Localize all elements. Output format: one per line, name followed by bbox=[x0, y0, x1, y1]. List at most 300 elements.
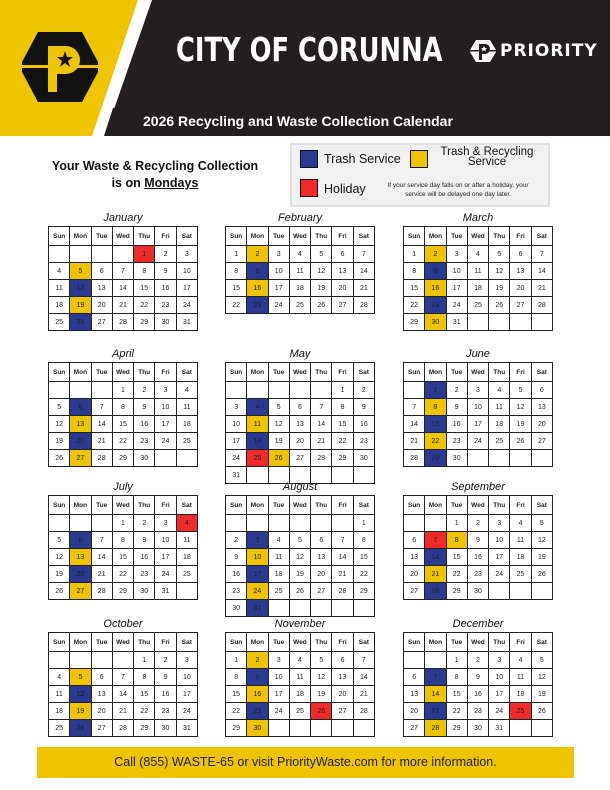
weekday-header: Sat bbox=[531, 496, 552, 515]
day-cell: 6 bbox=[510, 246, 531, 263]
day-cell: 3 bbox=[176, 246, 197, 263]
day-cell: 18 bbox=[489, 416, 510, 433]
empty-cell bbox=[91, 515, 112, 532]
day-cell: 12 bbox=[311, 669, 332, 686]
day-cell: 2 bbox=[467, 515, 488, 532]
day-cell: 9 bbox=[467, 532, 488, 549]
day-cell: 21 bbox=[353, 280, 374, 297]
day-cell: 19 bbox=[531, 686, 552, 703]
day-cell: 17 bbox=[489, 549, 510, 566]
day-cell: 2 bbox=[353, 382, 374, 399]
day-cell: 28 bbox=[353, 703, 374, 720]
day-cell: 16 bbox=[134, 549, 155, 566]
legend-trash-label: Trash Service bbox=[324, 152, 401, 166]
month-name: July bbox=[113, 481, 133, 493]
day-cell: 6 bbox=[404, 532, 425, 549]
day-cell: 16 bbox=[226, 566, 247, 583]
day-cell: 21 bbox=[91, 433, 112, 450]
day-cell: 23 bbox=[155, 703, 176, 720]
day-cell: 14 bbox=[531, 263, 552, 280]
day-cell: 9 bbox=[226, 549, 247, 566]
day-cell: 31 bbox=[446, 314, 467, 331]
recycle-day-cell: 26 bbox=[268, 450, 289, 467]
empty-cell bbox=[404, 382, 425, 399]
day-cell: 29 bbox=[446, 583, 467, 600]
day-cell: 4 bbox=[268, 532, 289, 549]
day-cell: 27 bbox=[404, 583, 425, 600]
month-table bbox=[403, 632, 553, 737]
calendar-subtitle: 2026 Recycling and Waste Collection Calendar bbox=[143, 113, 453, 129]
day-cell: 16 bbox=[446, 416, 467, 433]
weekday-header: Fri bbox=[332, 633, 353, 652]
weekday-header: Sat bbox=[176, 363, 197, 382]
day-cell: 13 bbox=[289, 416, 310, 433]
day-cell: 13 bbox=[531, 399, 552, 416]
day-cell: 9 bbox=[467, 669, 488, 686]
day-cell: 12 bbox=[531, 532, 552, 549]
empty-cell bbox=[404, 652, 425, 669]
day-cell: 5 bbox=[489, 246, 510, 263]
weekday-header: Sat bbox=[176, 633, 197, 652]
day-cell: 11 bbox=[510, 669, 531, 686]
weekday-header: Sat bbox=[353, 227, 374, 246]
holiday-day-cell: 1 bbox=[134, 246, 155, 263]
empty-cell bbox=[531, 314, 552, 331]
day-cell: 26 bbox=[49, 450, 70, 467]
page-title: CITY OF CORUNNA bbox=[176, 30, 443, 69]
day-cell: 19 bbox=[489, 280, 510, 297]
day-cell: 20 bbox=[289, 433, 310, 450]
month-may bbox=[225, 347, 375, 484]
day-cell: 15 bbox=[404, 280, 425, 297]
trash-day-cell: 26 bbox=[70, 720, 91, 737]
trash-day-cell: 21 bbox=[425, 703, 446, 720]
recycle-day-cell: 13 bbox=[70, 416, 91, 433]
weekday-header: Sun bbox=[49, 227, 70, 246]
weekday-header: Mon bbox=[247, 496, 268, 515]
recycle-day-cell: 14 bbox=[425, 686, 446, 703]
day-cell: 28 bbox=[531, 297, 552, 314]
month-june bbox=[403, 347, 553, 467]
weekday-header: Fri bbox=[332, 496, 353, 515]
empty-cell bbox=[247, 382, 268, 399]
brand-name: PRIORITY bbox=[500, 41, 598, 61]
recycle-day-cell: 21 bbox=[425, 566, 446, 583]
day-cell: 17 bbox=[268, 686, 289, 703]
day-cell: 15 bbox=[332, 416, 353, 433]
month-table bbox=[225, 226, 375, 314]
day-cell: 24 bbox=[268, 297, 289, 314]
weekday-header: Mon bbox=[425, 363, 446, 382]
month-name: December bbox=[452, 618, 504, 630]
month-name: March bbox=[462, 212, 494, 224]
weekday-header: Tue bbox=[91, 633, 112, 652]
empty-cell bbox=[49, 652, 70, 669]
day-cell: 6 bbox=[91, 263, 112, 280]
day-cell: 25 bbox=[176, 566, 197, 583]
service-day: Mondays bbox=[144, 176, 199, 190]
day-cell: 10 bbox=[268, 669, 289, 686]
day-cell: 28 bbox=[91, 450, 112, 467]
day-cell: 13 bbox=[332, 263, 353, 280]
day-cell: 3 bbox=[155, 382, 176, 399]
day-cell: 8 bbox=[332, 399, 353, 416]
weekday-header: Thu bbox=[489, 496, 510, 515]
trash-day-cell: 18 bbox=[247, 433, 268, 450]
day-cell: 22 bbox=[226, 297, 247, 314]
weekday-header: Tue bbox=[446, 363, 467, 382]
day-cell: 21 bbox=[531, 280, 552, 297]
day-cell: 28 bbox=[311, 450, 332, 467]
day-cell: 12 bbox=[311, 263, 332, 280]
day-cell: 21 bbox=[91, 566, 112, 583]
day-cell: 28 bbox=[404, 450, 425, 467]
trash-day-cell: 9 bbox=[247, 669, 268, 686]
day-cell: 15 bbox=[134, 280, 155, 297]
day-cell: 14 bbox=[91, 549, 112, 566]
day-cell: 28 bbox=[112, 720, 133, 737]
legend-box bbox=[290, 143, 550, 207]
holiday-day-cell: 25 bbox=[247, 450, 268, 467]
trash-day-cell: 7 bbox=[425, 669, 446, 686]
weekday-header: Thu bbox=[311, 633, 332, 652]
day-cell: 25 bbox=[289, 297, 310, 314]
day-cell: 1 bbox=[226, 246, 247, 263]
empty-cell bbox=[49, 515, 70, 532]
day-cell: 27 bbox=[332, 703, 353, 720]
day-cell: 7 bbox=[91, 399, 112, 416]
day-cell: 15 bbox=[446, 549, 467, 566]
header-banner bbox=[0, 0, 610, 136]
day-cell: 9 bbox=[446, 399, 467, 416]
day-cell: 15 bbox=[226, 686, 247, 703]
day-cell: 28 bbox=[91, 583, 112, 600]
day-cell: 16 bbox=[467, 686, 488, 703]
day-cell: 1 bbox=[353, 515, 374, 532]
day-cell: 7 bbox=[332, 532, 353, 549]
recycle-day-cell: 5 bbox=[70, 669, 91, 686]
day-cell: 16 bbox=[155, 686, 176, 703]
empty-cell bbox=[176, 583, 197, 600]
day-cell: 8 bbox=[112, 399, 133, 416]
recycle-day-cell: 30 bbox=[425, 314, 446, 331]
day-cell: 10 bbox=[489, 669, 510, 686]
day-cell: 4 bbox=[289, 652, 310, 669]
month-table bbox=[48, 632, 198, 737]
trash-swatch-icon bbox=[300, 150, 318, 168]
day-cell: 12 bbox=[268, 416, 289, 433]
trash-day-cell: 28 bbox=[425, 583, 446, 600]
month-name: November bbox=[274, 618, 326, 630]
day-cell: 15 bbox=[134, 686, 155, 703]
weekday-header: Fri bbox=[155, 633, 176, 652]
day-cell: 11 bbox=[49, 686, 70, 703]
day-cell: 11 bbox=[289, 669, 310, 686]
holiday-day-cell: 26 bbox=[311, 703, 332, 720]
day-cell: 22 bbox=[446, 703, 467, 720]
month-october bbox=[48, 617, 198, 737]
day-cell: 4 bbox=[489, 382, 510, 399]
day-cell: 30 bbox=[353, 450, 374, 467]
day-cell: 23 bbox=[134, 433, 155, 450]
day-cell: 5 bbox=[49, 532, 70, 549]
day-cell: 26 bbox=[489, 297, 510, 314]
recycle-day-cell: 8 bbox=[425, 399, 446, 416]
trash-day-cell: 31 bbox=[247, 600, 268, 617]
day-cell: 10 bbox=[176, 669, 197, 686]
day-cell: 1 bbox=[332, 382, 353, 399]
weekday-header: Wed bbox=[112, 496, 133, 515]
month-name: August bbox=[282, 481, 318, 493]
weekday-header: Thu bbox=[311, 227, 332, 246]
day-cell: 17 bbox=[268, 280, 289, 297]
day-cell: 25 bbox=[489, 433, 510, 450]
day-cell: 28 bbox=[353, 297, 374, 314]
weekday-header: Thu bbox=[489, 633, 510, 652]
day-cell: 30 bbox=[155, 314, 176, 331]
weekday-header: Mon bbox=[70, 363, 91, 382]
empty-cell bbox=[49, 382, 70, 399]
day-cell: 6 bbox=[289, 399, 310, 416]
empty-cell bbox=[289, 600, 310, 617]
month-table bbox=[48, 362, 198, 467]
empty-cell bbox=[49, 246, 70, 263]
recycle-day-cell: 22 bbox=[425, 433, 446, 450]
trash-day-cell: 4 bbox=[247, 399, 268, 416]
day-cell: 3 bbox=[226, 399, 247, 416]
weekday-header: Thu bbox=[311, 363, 332, 382]
day-cell: 29 bbox=[226, 720, 247, 737]
weekday-header: Sat bbox=[531, 633, 552, 652]
day-cell: 22 bbox=[353, 566, 374, 583]
empty-cell bbox=[289, 720, 310, 737]
day-cell: 18 bbox=[49, 297, 70, 314]
day-cell: 23 bbox=[134, 566, 155, 583]
empty-cell bbox=[510, 720, 531, 737]
day-cell: 12 bbox=[49, 416, 70, 433]
trash-day-cell: 6 bbox=[70, 399, 91, 416]
day-cell: 8 bbox=[112, 532, 133, 549]
empty-cell bbox=[425, 515, 446, 532]
day-cell: 24 bbox=[226, 450, 247, 467]
day-cell: 16 bbox=[134, 416, 155, 433]
month-table bbox=[403, 495, 553, 600]
day-cell: 7 bbox=[353, 246, 374, 263]
day-cell: 27 bbox=[510, 297, 531, 314]
day-cell: 7 bbox=[112, 263, 133, 280]
weekday-header: Sun bbox=[49, 363, 70, 382]
day-cell: 18 bbox=[289, 280, 310, 297]
trash-day-cell: 23 bbox=[247, 297, 268, 314]
month-december bbox=[403, 617, 553, 737]
weekday-header: Thu bbox=[489, 227, 510, 246]
recycle-day-cell: 16 bbox=[247, 280, 268, 297]
day-cell: 11 bbox=[176, 399, 197, 416]
day-cell: 18 bbox=[510, 686, 531, 703]
day-cell: 2 bbox=[226, 532, 247, 549]
day-cell: 18 bbox=[176, 549, 197, 566]
day-cell: 2 bbox=[134, 382, 155, 399]
day-cell: 21 bbox=[353, 686, 374, 703]
day-cell: 5 bbox=[49, 399, 70, 416]
day-cell: 31 bbox=[489, 720, 510, 737]
month-table bbox=[403, 362, 553, 467]
weekday-header: Fri bbox=[155, 496, 176, 515]
day-cell: 14 bbox=[112, 686, 133, 703]
empty-cell bbox=[311, 720, 332, 737]
day-cell: 11 bbox=[49, 280, 70, 297]
empty-cell bbox=[531, 450, 552, 467]
month-august bbox=[225, 480, 375, 617]
recycle-day-cell: 19 bbox=[70, 297, 91, 314]
day-cell: 30 bbox=[467, 720, 488, 737]
empty-cell bbox=[404, 515, 425, 532]
day-cell: 30 bbox=[446, 450, 467, 467]
recycle-day-cell: 19 bbox=[70, 703, 91, 720]
day-cell: 17 bbox=[155, 416, 176, 433]
month-name: October bbox=[103, 618, 143, 630]
day-cell: 13 bbox=[332, 669, 353, 686]
day-cell: 10 bbox=[155, 399, 176, 416]
day-cell: 10 bbox=[226, 416, 247, 433]
day-cell: 21 bbox=[112, 297, 133, 314]
day-cell: 14 bbox=[91, 416, 112, 433]
intro-line1: Your Waste & Recycling Collection bbox=[51, 159, 259, 173]
day-cell: 7 bbox=[353, 652, 374, 669]
day-cell: 12 bbox=[531, 669, 552, 686]
day-cell: 5 bbox=[268, 399, 289, 416]
legend-recycle-label: Trash & Recycling Service bbox=[440, 146, 534, 168]
recycle-day-cell: 27 bbox=[70, 450, 91, 467]
month-name: September bbox=[451, 481, 505, 493]
day-cell: 11 bbox=[510, 532, 531, 549]
weekday-header: Mon bbox=[247, 227, 268, 246]
day-cell: 5 bbox=[531, 652, 552, 669]
day-cell: 21 bbox=[332, 566, 353, 583]
empty-cell bbox=[311, 515, 332, 532]
day-cell: 27 bbox=[332, 297, 353, 314]
empty-cell bbox=[510, 450, 531, 467]
weekday-header: Mon bbox=[70, 227, 91, 246]
weekday-header: Wed bbox=[112, 633, 133, 652]
day-cell: 5 bbox=[531, 515, 552, 532]
day-cell: 8 bbox=[353, 532, 374, 549]
empty-cell bbox=[268, 720, 289, 737]
recycle-day-cell: 5 bbox=[70, 263, 91, 280]
day-cell: 3 bbox=[446, 246, 467, 263]
empty-cell bbox=[268, 382, 289, 399]
day-cell: 22 bbox=[226, 703, 247, 720]
day-cell: 10 bbox=[446, 263, 467, 280]
month-january bbox=[48, 211, 198, 331]
day-cell: 24 bbox=[176, 703, 197, 720]
day-cell: 29 bbox=[112, 450, 133, 467]
day-cell: 7 bbox=[531, 246, 552, 263]
day-cell: 31 bbox=[176, 314, 197, 331]
day-cell: 13 bbox=[510, 263, 531, 280]
day-cell: 29 bbox=[446, 720, 467, 737]
day-cell: 8 bbox=[404, 263, 425, 280]
month-september bbox=[403, 480, 553, 600]
day-cell: 21 bbox=[404, 433, 425, 450]
empty-cell bbox=[268, 515, 289, 532]
day-cell: 28 bbox=[332, 583, 353, 600]
day-cell: 27 bbox=[531, 433, 552, 450]
day-cell: 26 bbox=[531, 566, 552, 583]
day-cell: 23 bbox=[446, 433, 467, 450]
weekday-header: Thu bbox=[489, 363, 510, 382]
trash-day-cell: 23 bbox=[425, 297, 446, 314]
day-cell: 12 bbox=[489, 263, 510, 280]
weekday-header: Mon bbox=[425, 633, 446, 652]
day-cell: 22 bbox=[112, 433, 133, 450]
day-cell: 10 bbox=[489, 532, 510, 549]
service-day-notice bbox=[40, 158, 270, 192]
day-cell: 1 bbox=[226, 652, 247, 669]
day-cell: 8 bbox=[226, 669, 247, 686]
day-cell: 4 bbox=[510, 515, 531, 532]
weekday-header: Tue bbox=[268, 227, 289, 246]
day-cell: 9 bbox=[134, 532, 155, 549]
day-cell: 30 bbox=[134, 450, 155, 467]
priority-logo-icon bbox=[22, 32, 98, 102]
day-cell: 18 bbox=[289, 686, 310, 703]
weekday-header: Wed bbox=[289, 227, 310, 246]
recycle-day-cell: 2 bbox=[247, 652, 268, 669]
empty-cell bbox=[226, 515, 247, 532]
day-cell: 26 bbox=[49, 583, 70, 600]
day-cell: 9 bbox=[353, 399, 374, 416]
day-cell: 27 bbox=[311, 583, 332, 600]
weekday-header: Sun bbox=[404, 496, 425, 515]
day-cell: 20 bbox=[91, 297, 112, 314]
day-cell: 20 bbox=[531, 416, 552, 433]
month-april bbox=[48, 347, 198, 467]
day-cell: 6 bbox=[404, 669, 425, 686]
day-cell: 1 bbox=[404, 246, 425, 263]
trash-day-cell: 9 bbox=[247, 263, 268, 280]
day-cell: 24 bbox=[446, 297, 467, 314]
day-cell: 30 bbox=[134, 583, 155, 600]
empty-cell bbox=[176, 450, 197, 467]
day-cell: 26 bbox=[531, 703, 552, 720]
day-cell: 22 bbox=[112, 566, 133, 583]
day-cell: 26 bbox=[289, 583, 310, 600]
day-cell: 3 bbox=[268, 246, 289, 263]
weekday-header: Wed bbox=[112, 363, 133, 382]
day-cell: 18 bbox=[49, 703, 70, 720]
day-cell: 30 bbox=[155, 720, 176, 737]
weekday-header: Fri bbox=[510, 496, 531, 515]
intro-prefix: is on bbox=[111, 176, 145, 190]
recycle-swatch-icon bbox=[410, 150, 428, 168]
trash-day-cell: 14 bbox=[425, 549, 446, 566]
day-cell: 16 bbox=[155, 280, 176, 297]
weekday-header: Sun bbox=[404, 227, 425, 246]
day-cell: 11 bbox=[176, 532, 197, 549]
day-cell: 5 bbox=[311, 246, 332, 263]
trash-day-cell: 17 bbox=[247, 566, 268, 583]
day-cell: 12 bbox=[510, 399, 531, 416]
month-table bbox=[225, 632, 375, 737]
day-cell: 15 bbox=[446, 686, 467, 703]
day-cell: 8 bbox=[134, 263, 155, 280]
day-cell: 10 bbox=[268, 263, 289, 280]
day-cell: 3 bbox=[467, 382, 488, 399]
day-cell: 5 bbox=[311, 652, 332, 669]
day-cell: 20 bbox=[311, 566, 332, 583]
day-cell: 14 bbox=[332, 549, 353, 566]
